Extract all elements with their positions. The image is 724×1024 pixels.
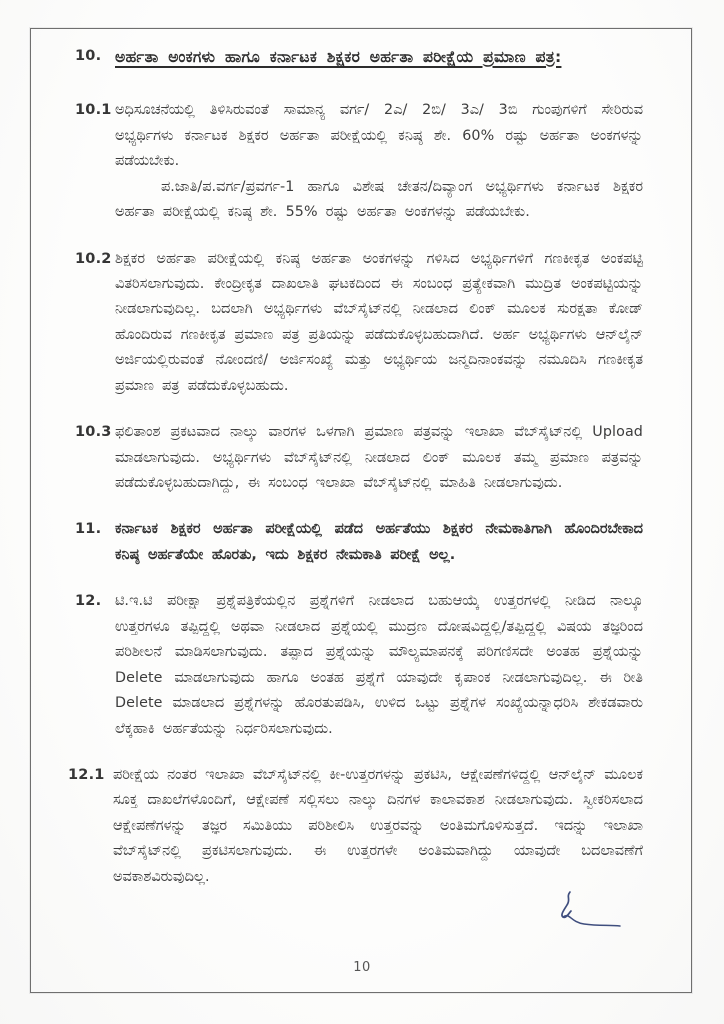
paragraph: ಶಿಕ್ಷಕರ ಅರ್ಹತಾ ಪರೀಕ್ಷೆಯಲ್ಲಿ ಕನಿಷ್ಠ ಅರ್ಹತಾ ಅಂಕಗಳನ್ನು ಗಳಿಸಿದ ಅಭ್ಯರ್ಥಿಗಳಿಗೆ ಗಣಕೀಕೃತ ಅಂಕಪಟ್ಟಿ ವಿತರಿಸಲಾಗುವುದು. ಕೇಂದ್ರೀಕೃತ ದಾಖಲಾತಿ ಘಟಕದಿಂದ ಈ ಸಂಬಂಧ ಪ್ರತ್ಯೇಕವಾಗಿ ಮುದ್ರಿತ ಅಂಕಪಟ್ಟಿಯನ್ನು ನೀಡಲಾಗುವುದಿಲ್ಲ. ಬದಲಾಗಿ ಅಭ್ಯರ್ಥಿಗಳು ವೆಬ್‌ಸೈಟ್‌ನಲ್ಲಿ ನೀಡಲಾದ ಲಿಂಕ್ ಮೂಲಕ ಸುರಕ್ಷತಾ ಕೋಡ್ ಹೊಂದಿರುವ ಗಣಕೀಕೃತ ಪ್ರಮಾಣ ಪತ್ರ ಪ್ರತಿಯನ್ನು ಪಡೆದುಕೊಳ್ಳಬಹುದಾಗಿದೆ. ಅರ್ಹ ಅಭ್ಯರ್ಥಿಗಳು ಆನ್‌ಲೈನ್ ಅರ್ಜಿಯಲ್ಲಿರುವಂತೆ ನೋಂದಣಿ/ ಅರ್ಜಿಸಂಖ್ಯೆ ಮತ್ತು ಅಭ್ಯರ್ಥಿಯ ಜನ್ಮದಿನಾಂಕವನ್ನು ನಮೂದಿಸಿ ಗಣಕೀಕೃತ ಪ್ರಮಾಣ ಪತ್ರ ಪಡೆದುಕೊಳ್ಳಬಹುದು. (115, 250, 643, 394)
section-10-3 (75, 420, 643, 496)
section-12-1 (68, 763, 643, 890)
paragraph: ಕರ್ನಾಟಕ ಶಿಕ್ಷಕರ ಅರ್ಹತಾ ಪರೀಕ್ಷೆಯಲ್ಲಿ ಪಡೆದ ಅರ್ಹತೆಯು ಶಿಕ್ಷಕರ ನೇಮಕಾತಿಗಾಗಿ ಹೊಂದಿರಬೇಕಾದ ಕನಿಷ್ಠ ಅರ್ಹತೆಯೇ ಹೊರತು, ಇದು ಶಿಕ್ಷಕರ ನೇಮಕಾತಿ ಪರೀಕ್ಷೆ ಅಲ್ಲ. (115, 521, 643, 563)
section-number: 12. (75, 593, 102, 610)
section-12 (75, 589, 643, 742)
page-content (68, 44, 643, 911)
section-body (115, 420, 643, 496)
section-number: 10. (75, 48, 102, 64)
page-number: 10 (353, 960, 371, 975)
section-body (113, 763, 643, 890)
section-10-1 (75, 98, 643, 225)
paragraph: ಅಧಿಸೂಚನೆಯಲ್ಲಿ ತಿಳಿಸಿರುವಂತೆ ಸಾಮಾನ್ಯ ವರ್ಗ/ 2ಎ/ 2ಬಿ/ 3ಎ/ 3ಬಿ ಗುಂಪುಗಳಿಗೆ ಸೇರಿರುವ ಅಭ್ಯರ್ಥಿಗಳು ಕರ್ನಾಟಕ ಶಿಕ್ಷಕರ ಅರ್ಹತಾ ಪರೀಕ್ಷೆಯಲ್ಲಿ ಕನಿಷ್ಠ ಶೇ. 60% ರಷ್ಟು ಅರ್ಹತಾ ಅಂಕಗಳನ್ನು ಪಡೆಯಬೇಕು. (115, 102, 643, 170)
section-number: 10.3 (75, 424, 112, 441)
section-number: 10.2 (75, 250, 112, 267)
section-body (115, 247, 643, 400)
section-body (115, 589, 643, 742)
section-number: 12.1 (68, 766, 105, 783)
section-10 (75, 44, 643, 70)
paragraph: ಪ.ಜಾತಿ/ಪ.ವರ್ಗ/ಪ್ರವರ್ಗ-1 ಹಾಗೂ ವಿಶೇಷ ಚೇತನ/ದಿವ್ಯಾಂಗ ಅಭ್ಯರ್ಥಿಗಳು ಕರ್ನಾಟಕ ಶಿಕ್ಷಕರ ಅರ್ಹತಾ ಪರೀಕ್ಷೆಯಲ್ಲಿ ಕನಿಷ್ಠ ಶೇ. 55% ರಷ್ಟು ಅರ್ಹತಾ ಅಂಕಗಳನ್ನು ಪಡೆಯಬೇಕು. (115, 178, 643, 221)
section-body (115, 517, 643, 568)
section-10-2 (75, 247, 643, 400)
paragraph: ಫಲಿತಾಂಶ ಪ್ರಕಟವಾದ ನಾಲ್ಕು ವಾರಗಳ ಒಳಗಾಗಿ ಪ್ರಮಾಣ ಪತ್ರವನ್ನು ಇಲಾಖಾ ವೆಬ್‌ಸೈಟ್‌ನಲ್ಲಿ Upload ಮಾಡಲಾಗುವುದು. ಅಭ್ಯರ್ಥಿಗಳು ವೆಬ್‌ಸೈಟ್‌ನಲ್ಲಿ ನೀಡಲಾದ ಲಿಂಕ್ ಮೂಲಕ ತಮ್ಮ ಪ್ರಮಾಣ ಪತ್ರವನ್ನು ಪಡೆದುಕೊಳ್ಳಬಹುದಾಗಿದ್ದು, ಈ ಸಂಬಂಧ ಇಲಾಖಾ ವೆಬ್‌ಸೈಟ್‌ನಲ್ಲಿ ಮಾಹಿತಿ ನೀಡಲಾಗುವುದು. (115, 424, 643, 492)
paragraph: ಪರೀಕ್ಷೆಯ ನಂತರ ಇಲಾಖಾ ವೆಬ್‌ಸೈಟ್‌ನಲ್ಲಿ ಕೀ-ಉತ್ತರಗಳನ್ನು ಪ್ರಕಟಿಸಿ, ಆಕ್ಷೇಪಣೆಗಳಿದ್ದಲ್ಲಿ ಆನ್‌ಲೈನ್ ಮೂಲಕ ಸೂಕ್ತ ದಾಖಲೆಗಳೊಂದಿಗೆ, ಆಕ್ಷೇಪಣೆ ಸಲ್ಲಿಸಲು ನಾಲ್ಕು ದಿನಗಳ ಕಾಲಾವಕಾಶ ನೀಡಲಾಗುವುದು. ಸ್ವೀಕರಿಸಲಾದ ಆಕ್ಷೇಪಣೆಗಳನ್ನು ತಜ್ಞರ ಸಮಿತಿಯು ಪರಿಶೀಲಿಸಿ ಉತ್ತರವನ್ನು ಅಂತಿಮಗೊಳಿಸುತ್ತದೆ. ಇದನ್ನು ಇಲಾಖಾ ವೆಬ್‌ಸೈಟ್‌ನಲ್ಲಿ ಪ್ರಕಟಿಸಲಾಗುವುದು. ಈ ಉತ್ತರಗಳೇ ಅಂತಿಮವಾಗಿದ್ದು ಯಾವುದೇ ಬದಲಾವಣೆಗೆ ಅವಕಾಶವಿರುವುದಿಲ್ಲ. (113, 766, 643, 885)
section-number: 11. (75, 521, 102, 538)
section-body (115, 98, 643, 225)
handwritten-initials-icon (540, 888, 624, 936)
paragraph: ಟಿ.ಇ.ಟಿ ಪರೀಕ್ಷಾ ಪ್ರಶ್ನೆಪತ್ರಿಕೆಯಲ್ಲಿನ ಪ್ರಶ್ನೆಗಳಿಗೆ ನೀಡಲಾದ ಬಹುಆಯ್ಕೆ ಉತ್ತರಗಳಲ್ಲಿ ನೀಡಿದ ನಾಲ್ಕೂ ಉತ್ತರಗಳೂ ತಪ್ಪಿದ್ದಲ್ಲಿ ಅಥವಾ ನೀಡಲಾದ ಪ್ರಶ್ನೆಯಲ್ಲಿ ಮುದ್ರಣ ದೋಷವಿದ್ದಲ್ಲಿ/ತಪ್ಪಿದ್ದಲ್ಲಿ ವಿಷಯ ತಜ್ಞರಿಂದ ಪರಿಶೀಲನೆ ಮಾಡಿಸಲಾಗುವುದು. ತಪ್ಪಾದ ಪ್ರಶ್ನೆಯನ್ನು ಮೌಲ್ಯಮಾಪನಕ್ಕೆ ಪರಿಗಣಿಸದೇ ಅಂತಹ ಪ್ರಶ್ನೆಯನ್ನು Delete ಮಾಡಲಾಗುವುದು ಹಾಗೂ ಅಂತಹ ಪ್ರಶ್ನೆಗೆ ಯಾವುದೇ ಕೃಪಾಂಕ ನೀಡಲಾಗುವುದಿಲ್ಲ. ಈ ರೀತಿ Delete ಮಾಡಲಾದ ಪ್ರಶ್ನೆಗಳನ್ನು ಹೊರತುಪಡಿಸಿ, ಉಳಿದ ಒಟ್ಟು ಪ್ರಶ್ನೆಗಳ ಸಂಖ್ಯೆಯನ್ನಾಧರಿಸಿ ಶೇಕಡವಾರು ಲೆಕ್ಕಹಾಕಿ ಅರ್ಹತೆಯನ್ನು ನಿರ್ಧರಿಸಲಾಗುವುದು. (115, 593, 643, 737)
section-number: 10.1 (75, 102, 112, 119)
section-11 (75, 517, 643, 568)
page-title: ಅರ್ಹತಾ ಅಂಕಗಳು ಹಾಗೂ ಕರ್ನಾಟಕ ಶಿಕ್ಷಕರ ಅರ್ಹತಾ ಪರೀಕ್ಷೆಯ ಪ್ರಮಾಣ ಪತ್ರ: (115, 48, 562, 66)
